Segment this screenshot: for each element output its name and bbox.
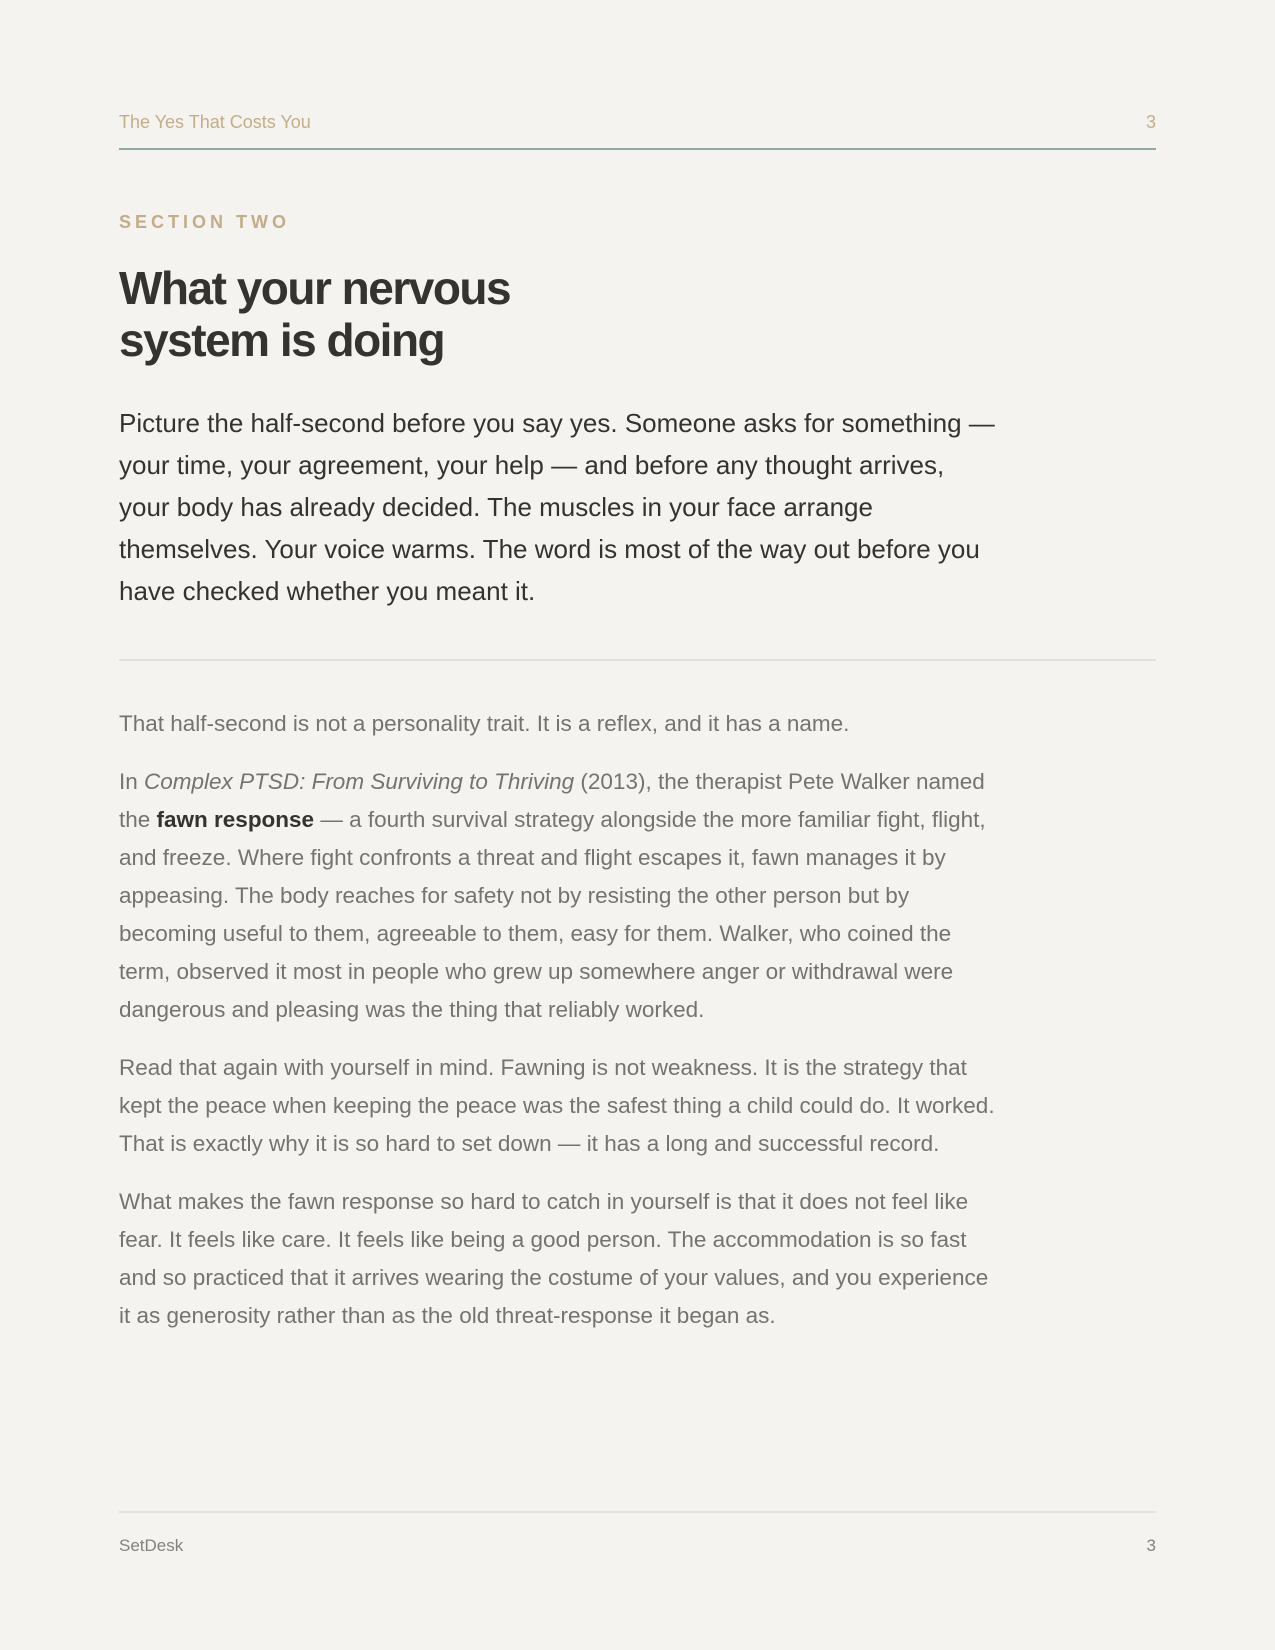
body-paragraph-3: Read that again with yourself in mind. Fawning is not weakness. It is the strategy that kept the peace when keeping the peace was the safest thing a child could do. It worked. That is exactly why it is so hard to set down — it has a long and successful record. bbox=[119, 1055, 995, 1156]
paragraph-lead: In bbox=[119, 769, 145, 794]
page-title bbox=[119, 262, 510, 366]
body-copy bbox=[119, 705, 999, 1355]
header-page-number: 3 bbox=[1145, 112, 1156, 132]
paragraph-text: — a fourth survival strategy alongside the more familiar fight, flight, and freeze. Where fight confronts a threat and flight escapes it, fawn manages it by appeasing. The body reaches for safety not by resisting the other person but by becoming useful to them, agreeable to them, easy for them. Walker, who coined the term, observed it most in people who grew up somewhere anger or withdrawal were dangerous and pleasing was the thing that reliably worked. bbox=[119, 807, 986, 1022]
key-term: fawn response bbox=[156, 807, 315, 832]
body-paragraph-2 bbox=[119, 763, 999, 1029]
lede-paragraph: Picture the half-second before you say yes. Someone asks for something — your time, your agreement, your help — and before any thought arrives, your body has already decided. The muscles in your face arrange themselves. Your voice warms. The word is most of the way out before you have checked whether you meant it. bbox=[119, 408, 995, 606]
footer-brand: SetDesk bbox=[119, 1536, 184, 1555]
book-title: Complex PTSD: From Surviving to Thriving bbox=[144, 769, 575, 794]
body-paragraph-4: What makes the fawn response so hard to catch in yourself is that it does not feel like fear. It feels like care. It feels like being a good person. The accommodation is so fast and so practiced that it arrives wearing the costume of your values, and you experience it as generosity rather than as the old threat-response it began as. bbox=[119, 1189, 989, 1328]
page-title-line-1: What your nervous bbox=[119, 262, 511, 314]
section-divider bbox=[119, 659, 1156, 661]
page-header bbox=[119, 108, 1156, 150]
paragraph-text: (2013), the therapist Pete Walker named the bbox=[119, 769, 985, 832]
footer-divider bbox=[119, 1511, 1156, 1513]
page-title-line-2: system is doing bbox=[119, 314, 445, 366]
body-paragraph-1: That half-second is not a personality trait. It is a reflex, and it has a name. bbox=[119, 711, 850, 736]
running-title: The Yes That Costs You bbox=[119, 112, 311, 132]
section-eyebrow: SECTION TWO bbox=[119, 212, 290, 232]
footer-page-number: 3 bbox=[1146, 1536, 1156, 1555]
